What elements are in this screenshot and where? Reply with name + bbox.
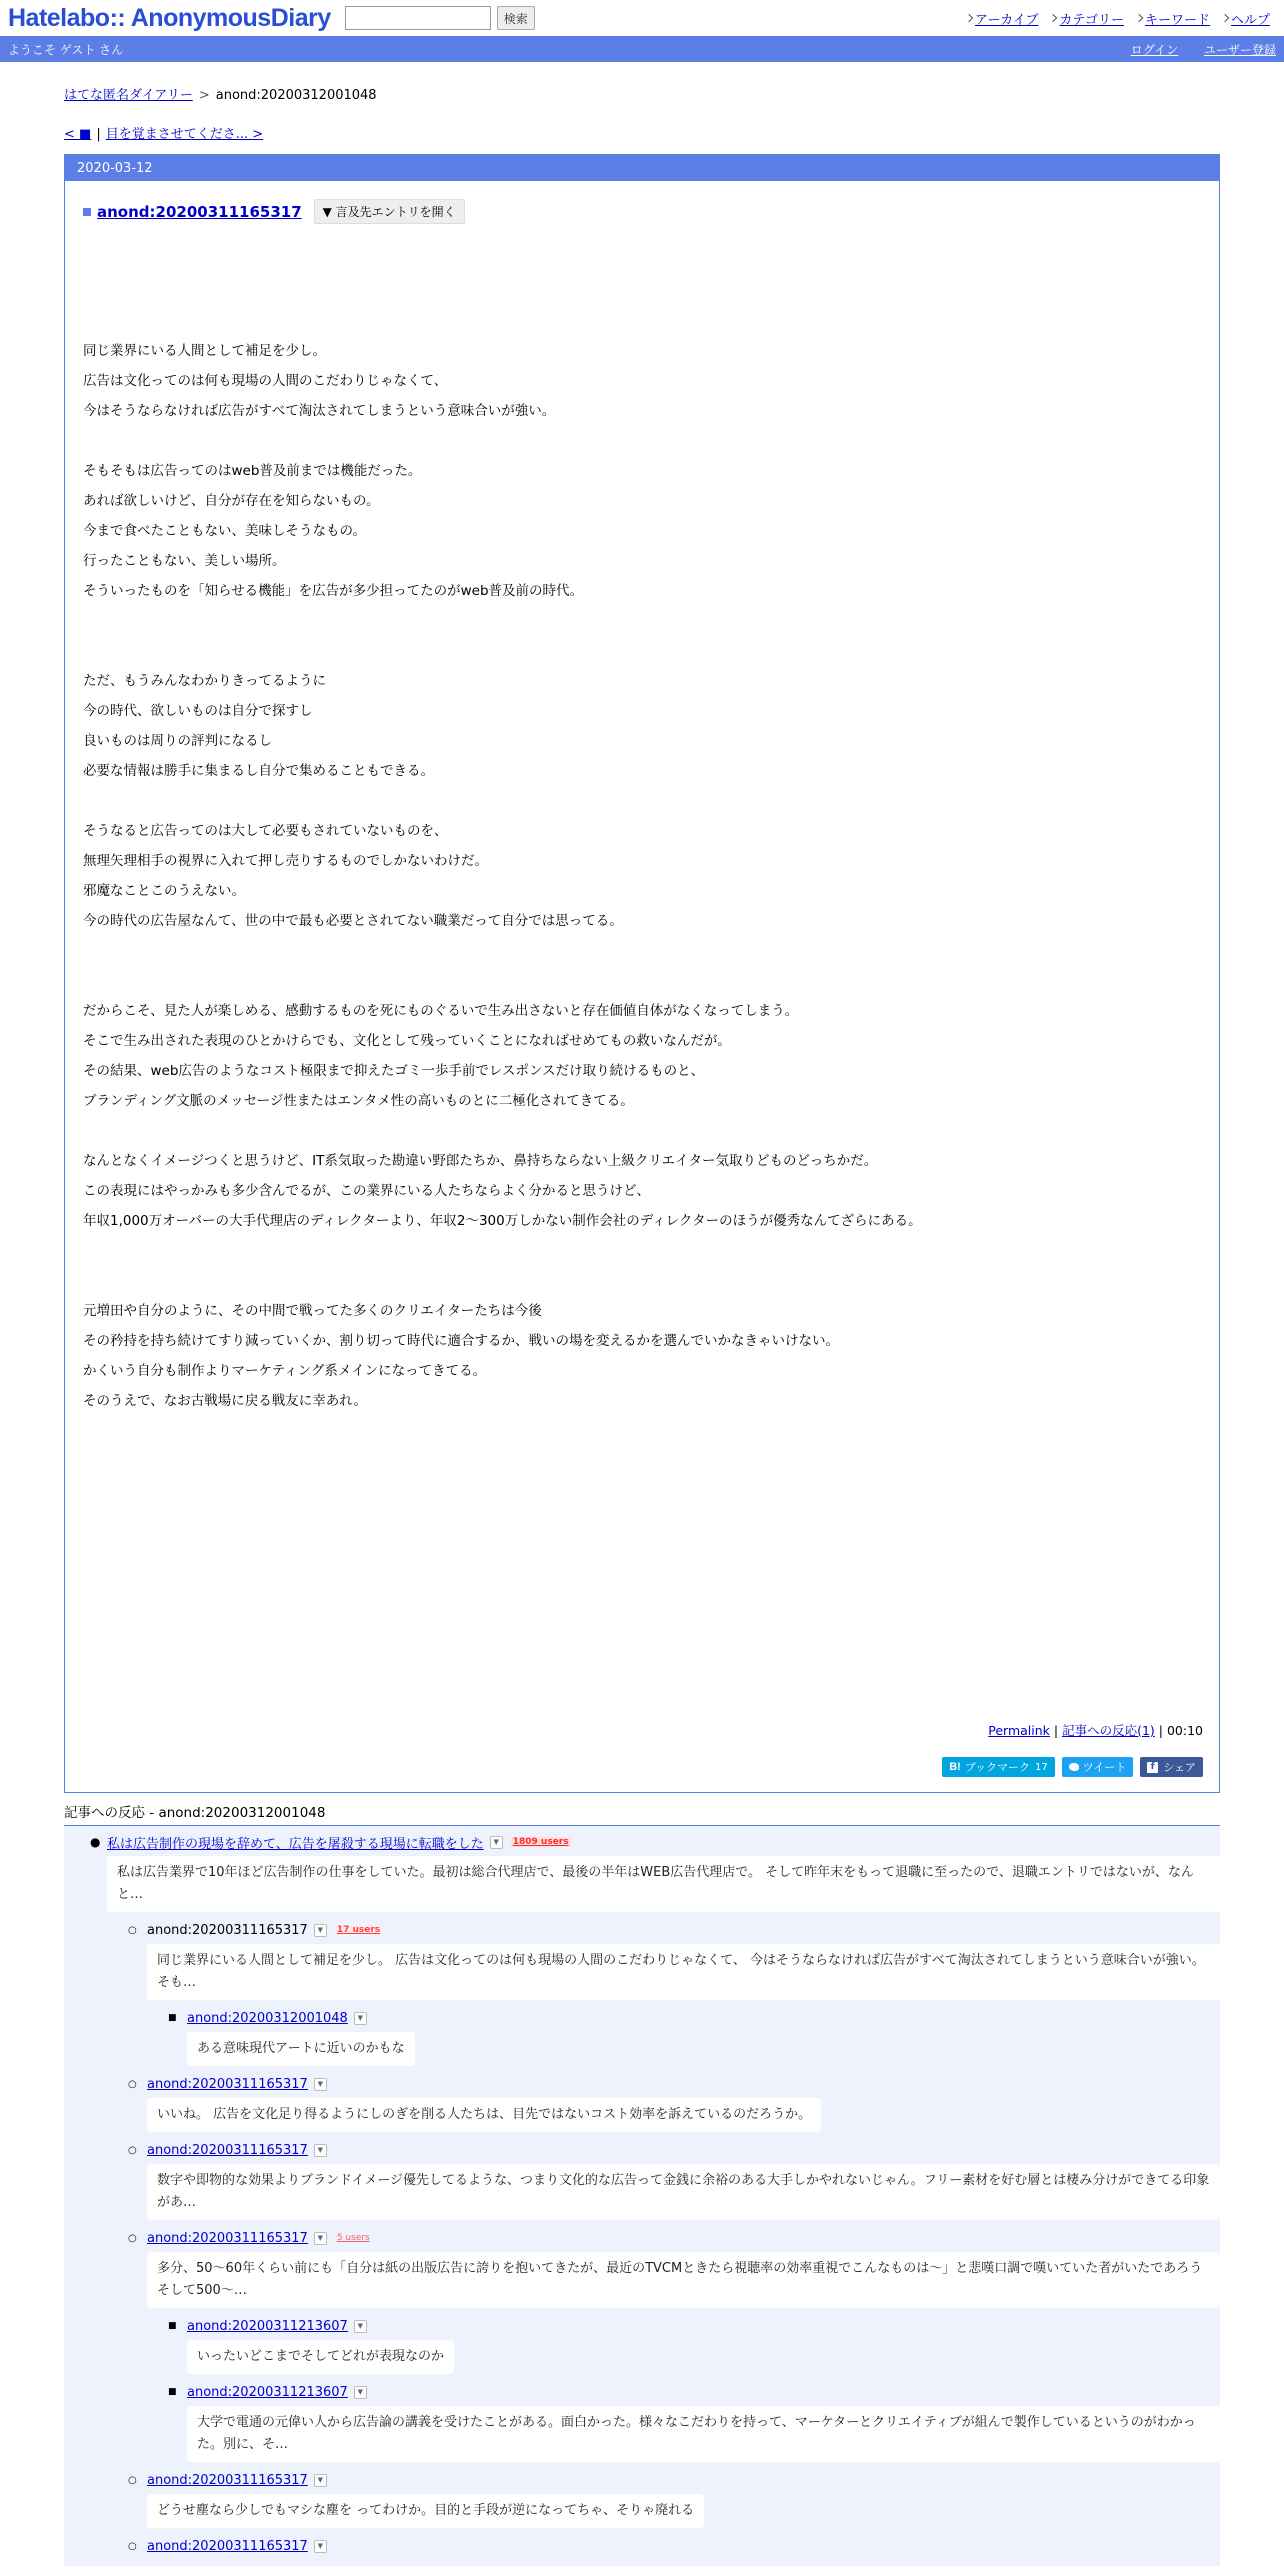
reference-item xyxy=(64,2006,1220,2072)
entry-line: なんとなくイメージつくと思うけど、IT系気取った勘違い野郎たちか、鼻持ちならない上級クリエイター気取りどものどっちかだ。 xyxy=(83,1153,878,1169)
dropdown-icon[interactable]: ▼ xyxy=(490,1836,503,1849)
reference-snippet: 多分、50～60年くらい前にも「自分は紙の出版広告に誇りを抱いてきたが、最近のTVCMときたら視聴率の効率重視でこんなものは～」と悲嘆口調で嘆いていた者がいたであろう そして500～… xyxy=(147,2252,1220,2308)
login-link[interactable]: ログイン xyxy=(1130,42,1179,57)
reference-title[interactable]: anond:20200311213607 xyxy=(187,2384,348,2400)
bullet-icon: ○ xyxy=(128,2144,137,2156)
entry-line: この表現にはやっかみも多少含んでるが、この業界にいる人たちならよく分かると思うけど、 xyxy=(83,1183,650,1199)
arrow-icon xyxy=(1136,14,1142,24)
entry-line: その矜持を持ち続けてすり減っていくか、割り切って時代に適合するか、戦いの場を変えるかを選んでいかなきゃいけない。 xyxy=(83,1333,839,1349)
entry-line: 今はそうならなければ広告がすべて淘汰されてしまうという意味合いが強い。 xyxy=(83,403,556,419)
bookmark-users-badge[interactable]: 5 users xyxy=(336,2233,370,2243)
breadcrumb-separator: > xyxy=(198,88,210,103)
dropdown-icon[interactable]: ▼ xyxy=(314,2540,327,2553)
entry xyxy=(65,181,1219,1792)
welcome-text: ようこそ ゲスト さん xyxy=(8,42,124,57)
next-entry-link[interactable]: 目を覚まさせてくださ... > xyxy=(105,127,264,142)
search-button[interactable]: 検索 xyxy=(497,6,535,30)
reference-snippet: どうせ塵なら少しでもマシな塵を ってわけか。目的と手段が逆になってちゃ、そりゃ廃れる xyxy=(147,2494,704,2528)
dropdown-icon[interactable]: ▼ xyxy=(354,2012,367,2025)
reference-title[interactable]: anond:20200311165317 xyxy=(147,2076,308,2092)
reference-item xyxy=(64,2534,1220,2558)
dropdown-icon[interactable]: ▼ xyxy=(314,1924,327,1937)
references-section xyxy=(64,1793,1220,2566)
bullet-icon: ○ xyxy=(128,2232,137,2244)
reference-item xyxy=(64,1830,1220,1912)
register-link[interactable]: ユーザー登録 xyxy=(1203,42,1276,57)
references-list xyxy=(64,1830,1220,2558)
bookmark-users-badge[interactable]: 17 users xyxy=(336,1925,381,1935)
prev-entry-link[interactable]: < ■ xyxy=(64,127,92,142)
day-date: 2020-03-12 xyxy=(65,155,1219,181)
entry-line: 良いものは周りの評判になるし xyxy=(83,733,272,749)
reference-title[interactable]: anond:20200311165317 xyxy=(147,2142,308,2158)
reference-snippet: 私は広告業界で10年ほど広告制作の仕事をしていた。最初は総合代理店で、最後の半年はWEB広告代理店で。 そして昨年末をもって退職に至ったので、退職エントリではないが、なんと… xyxy=(107,1856,1220,1912)
breadcrumb-current: anond:20200312001048 xyxy=(215,88,377,103)
reference-snippet: 数字や即物的な効果よりブランドイメージ優先してるような、つまり文化的な広告って金銭に余裕のある大手しかやれないじゃん。フリー素材を好む層とは棲み分けができてる印象があ… xyxy=(147,2164,1220,2220)
hatena-bookmark-icon: B! xyxy=(949,1761,961,1773)
entry-line: 同じ業界にいる人間として補足を少し。 xyxy=(83,343,326,359)
entry-line: そうなると広告ってのは大して必要もされていないものを、 xyxy=(83,823,448,839)
dropdown-icon[interactable]: ▼ xyxy=(314,2144,327,2157)
entry-line: 今の時代、欲しいものは自分で探すし xyxy=(83,703,313,719)
entry-line: 今の時代の広告屋なんて、世の中で最も必要とされてない職業だって自分では思ってる。 xyxy=(83,913,623,929)
pager xyxy=(64,123,1284,142)
entry-line: 元増田や自分のように、その中間で戦ってた多くのクリエイターたちは今後 xyxy=(83,1303,542,1319)
arrow-icon xyxy=(1050,14,1056,24)
reference-title[interactable]: anond:20200311165317 xyxy=(147,2538,308,2554)
entry-line: そのうえで、なお古戦場に戻る戦友に幸あれ。 xyxy=(83,1393,368,1409)
reference-item xyxy=(64,2072,1220,2138)
arrow-icon xyxy=(966,14,972,24)
tweet-button[interactable]: ツイート xyxy=(1062,1757,1133,1777)
twitter-bird-icon xyxy=(1069,1763,1079,1771)
reference-title[interactable]: anond:20200312001048 xyxy=(187,2010,348,2026)
references-title: 記事への反応 - anond:20200312001048 xyxy=(64,1793,1220,1826)
entry-line: そもそもは広告ってのはweb普及前までは機能だった。 xyxy=(83,463,422,479)
reference-item xyxy=(64,2380,1220,2462)
reference-item xyxy=(64,2468,1220,2534)
permalink[interactable]: Permalink xyxy=(988,1723,1050,1738)
references-tree xyxy=(64,1826,1220,2566)
top-bar xyxy=(0,0,1284,36)
entry-line: だからこそ、見た人が楽しめる、感動するものを死にものぐるいで生み出さないと存在価値自体がなくなってしまう。 xyxy=(83,1003,799,1019)
hatena-bookmark-button[interactable]: B! ブックマーク 17 xyxy=(942,1757,1055,1777)
bullet-icon: ○ xyxy=(128,2540,137,2552)
welcome-bar xyxy=(0,36,1284,62)
bullet-icon: ○ xyxy=(128,1924,137,1936)
bullet-icon: ○ xyxy=(128,2078,137,2090)
breadcrumb-home[interactable]: はてな匿名ダイアリー xyxy=(64,88,193,103)
entry-title-row xyxy=(83,199,1201,224)
reference-item xyxy=(64,2226,1220,2308)
global-nav xyxy=(966,9,1270,28)
dropdown-icon[interactable]: ▼ xyxy=(314,2474,327,2487)
entry-line: 広告は文化ってのは何も現場の人間のこだわりじゃなくて、 xyxy=(83,373,448,389)
reference-item xyxy=(64,2138,1220,2220)
reference-snippet: いったいどこまでそしてどれが表現なのか xyxy=(187,2340,454,2374)
entry-line: 今まで食べたこともない、美味しそうなもの。 xyxy=(83,523,366,539)
entry-footer: Permalink | 記事への反応(1) | 00:10 xyxy=(988,1723,1203,1738)
entry-line: ブランディング文脈のメッセージ性またはエンタメ性の高いものとに二極化されてきてる。 xyxy=(83,1093,634,1109)
arrow-icon xyxy=(1222,14,1228,24)
bullet-icon: ○ xyxy=(128,2474,137,2486)
reference-snippet: 大学で電通の元偉い人から広告論の講義を受けたことがある。面白かった。様々なこだわりを持って、マーケターとクリエイティブが組んで製作しているというのがわかった。別に、そ… xyxy=(187,2406,1220,2462)
entry-line: その結果、web広告のようなコスト極限まで抑えたゴミ一歩手前でレスポンスだけ取り続けるものと、 xyxy=(83,1063,705,1079)
reactions-link[interactable]: 記事への反応(1) xyxy=(1062,1723,1155,1738)
bullet-icon: ■ xyxy=(168,2387,177,2397)
dropdown-icon[interactable]: ▼ xyxy=(354,2320,367,2333)
reference-title[interactable]: anond:20200311165317 xyxy=(147,2230,308,2246)
pager-separator: | xyxy=(96,127,101,142)
entry-line: あれば欲しいけど、自分が存在を知らないもの。 xyxy=(83,493,380,509)
facebook-icon: f xyxy=(1147,1762,1158,1773)
bullet-icon: ■ xyxy=(168,2013,177,2023)
entry-line: そういったものを「知らせる機能」を広告が多少担ってたのがweb普及前の時代。 xyxy=(83,583,584,599)
site-logo[interactable]: Hatelabo:: AnonymousDiary xyxy=(8,3,331,32)
reference-snippet: ある意味現代アートに近いのかもな xyxy=(187,2032,415,2066)
share-buttons xyxy=(942,1757,1203,1777)
reference-snippet: 同じ業界にいる人間として補足を少し。 広告は文化ってのは何も現場の人間のこだわりじゃなくて、 今はそうならなければ広告がすべて淘汰されてしまうという意味合いが強い。 そも… xyxy=(147,1944,1220,2000)
search-input[interactable] xyxy=(345,6,491,30)
day-section xyxy=(64,154,1220,1793)
reference-title[interactable]: anond:20200311213607 xyxy=(187,2318,348,2334)
entry-line: 行ったこともない、美しい場所。 xyxy=(83,553,286,569)
reference-item xyxy=(64,2314,1220,2380)
dropdown-icon[interactable]: ▼ xyxy=(354,2386,367,2399)
dropdown-icon[interactable]: ▼ xyxy=(314,2232,327,2245)
facebook-share-button[interactable]: f シェア xyxy=(1140,1757,1203,1777)
dropdown-icon[interactable]: ▼ xyxy=(314,2078,327,2091)
entry-title[interactable]: anond:20200311165317 xyxy=(97,202,302,221)
entry-line: かくいう自分も制作よりマーケティング系メインになってきてる。 xyxy=(83,1363,487,1379)
nav-category[interactable]: カテゴリー xyxy=(1050,9,1123,28)
reference-item xyxy=(64,1918,1220,2000)
entry-line: 必要な情報は勝手に集まるし自分で集めることもできる。 xyxy=(83,763,434,779)
bullet-icon: ■ xyxy=(168,2321,177,2331)
breadcrumb xyxy=(64,84,1284,103)
reference-snippet: いいね。 広告を文化足り得るようにしのぎを削る人たちは、目先ではないコスト効率を訴えているのだろうか。 xyxy=(147,2098,821,2132)
entry-line: 年収1,000万オーバーの大手代理店のディレクターより、年収2〜300万しかない制作会社のディレクターのほうが優秀なんてざらにある。 xyxy=(83,1213,922,1229)
entry-body xyxy=(83,336,1201,1416)
bookmark-count: 17 xyxy=(1035,1761,1048,1773)
entry-time: 00:10 xyxy=(1166,1723,1203,1738)
square-icon xyxy=(83,208,91,216)
entry-line: ただ、もうみんなわかりきってるように xyxy=(83,673,326,689)
nav-help[interactable]: ヘルプ xyxy=(1222,9,1270,28)
nav-keyword[interactable]: キーワード xyxy=(1136,9,1210,28)
bookmark-users-badge[interactable]: 1809 users xyxy=(512,1837,569,1847)
reference-title[interactable]: anond:20200311165317 xyxy=(147,2472,308,2488)
reference-title[interactable]: 私は広告制作の現場を辞めて、広告を屠殺する現場に転職をした xyxy=(107,1836,484,1852)
open-reference-button[interactable]: ▼ 言及先エントリを開く xyxy=(314,199,465,224)
bullet-icon: ● xyxy=(90,1835,101,1849)
entry-line: 無理矢理相手の視界に入れて押し売りするものでしかないわけだ。 xyxy=(83,853,488,869)
entry-line: 邪魔なことこのうえない。 xyxy=(83,883,245,899)
reference-title: anond:20200311165317 xyxy=(147,1922,308,1938)
entry-line: そこで生み出された表現のひとかけらでも、文化として残っていくことになればせめてもの救いなんだが。 xyxy=(83,1033,731,1049)
nav-archive[interactable]: アーカイブ xyxy=(966,9,1039,28)
